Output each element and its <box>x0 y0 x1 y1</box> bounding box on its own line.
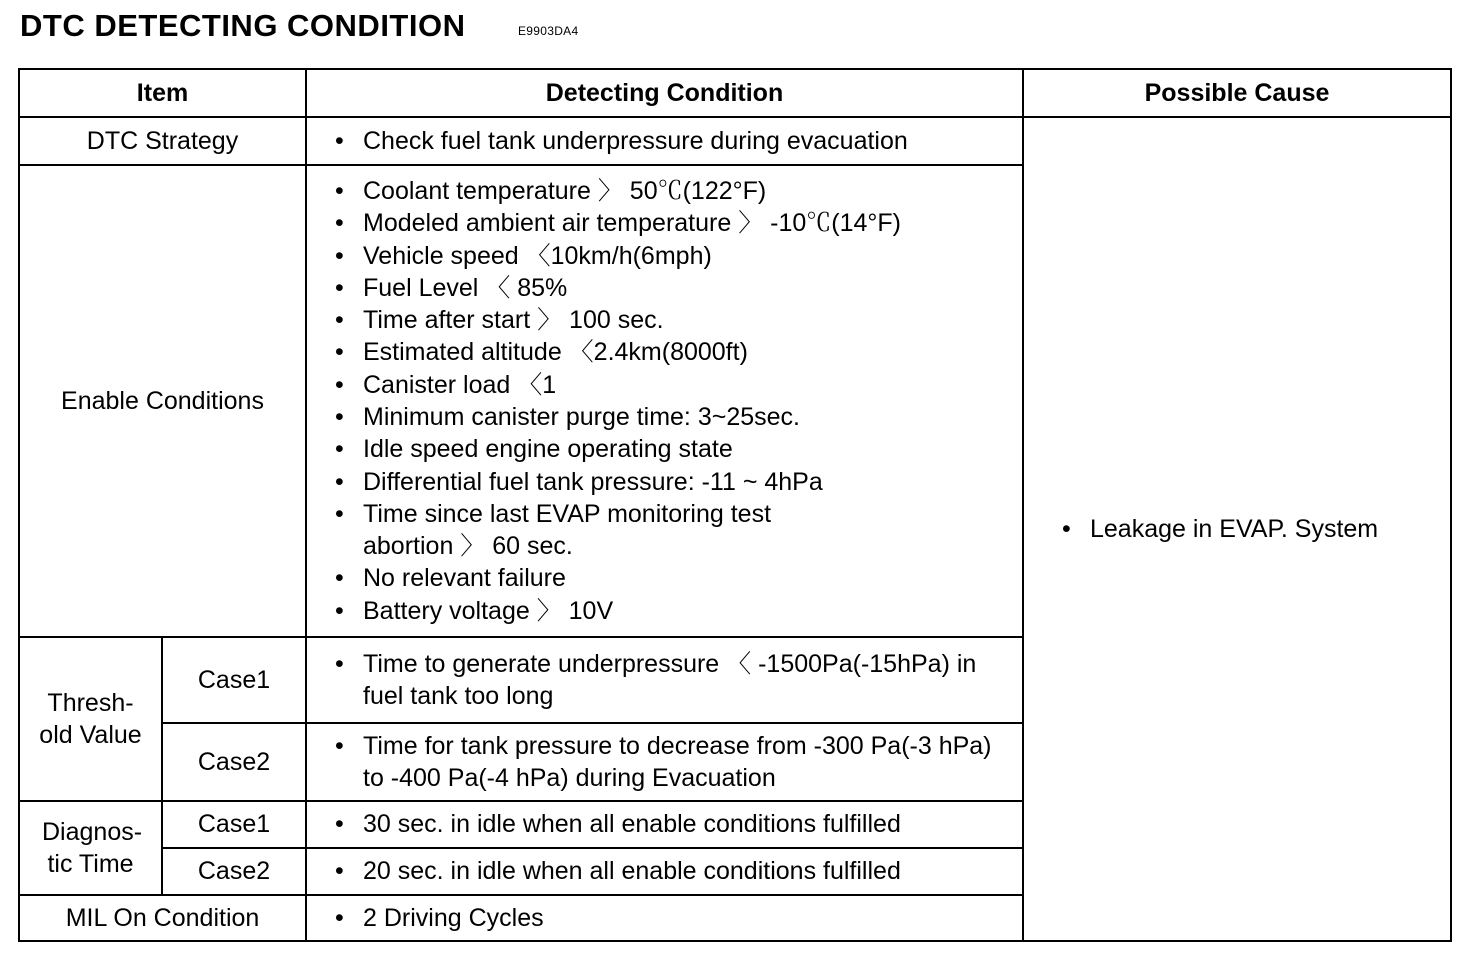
list-item: • Differential fuel tank pressure: -11 ~ 4hPa <box>335 466 1012 498</box>
diagnostic-case1-cell <box>306 801 1023 848</box>
threshold-case1-condition: • Time to generate underpressure 〈 -1500Pa(-15hPa) in fuel tank too long <box>335 648 1012 713</box>
list-item: • Canister load 〈1 <box>335 369 1012 401</box>
mil-label: MIL On Condition <box>19 895 306 941</box>
list-item: • Battery voltage 〉 10V <box>335 595 1012 627</box>
list-item: • Time after start 〉 100 sec. <box>335 304 1012 336</box>
list-item: • Minimum canister purge time: 3~25sec. <box>335 401 1012 433</box>
strategy-condition: • Check fuel tank underpressure during evacuation <box>335 125 1012 157</box>
list-item: • Estimated altitude 〈2.4km(8000ft) <box>335 336 1012 368</box>
enable-conditions-cell <box>306 165 1023 637</box>
threshold-case2-condition: • Time for tank pressure to decrease from -300 Pa(-3 hPa) to -400 Pa(-4 hPa) during Evacuation <box>335 730 1012 795</box>
enable-label: Enable Conditions <box>19 165 306 637</box>
strategy-label: DTC Strategy <box>19 117 306 165</box>
possible-cause: • Leakage in EVAP. System <box>1062 513 1450 545</box>
column-header-condition: Detecting Condition <box>306 69 1023 117</box>
list-item: • Idle speed engine operating state <box>335 433 1012 465</box>
list-item: • Coolant temperature 〉 50℃(122°F) <box>335 175 1012 207</box>
column-header-cause: Possible Cause <box>1023 69 1451 117</box>
document-code: E9903DA4 <box>518 24 579 38</box>
mil-condition: • 2 Driving Cycles <box>335 902 1012 934</box>
column-header-item: Item <box>19 69 306 117</box>
diagnostic-case1-condition: • 30 sec. in idle when all enable conditions fulfilled <box>335 808 1012 840</box>
threshold-case1-cell <box>306 637 1023 723</box>
list-item: • Fuel Level 〈 85% <box>335 272 1012 304</box>
threshold-case2-cell <box>306 723 1023 801</box>
diagnostic-case2-label: Case2 <box>162 848 306 895</box>
threshold-label: Thresh-old Value <box>19 637 162 801</box>
table-header-row <box>19 69 1451 117</box>
strategy-condition-cell <box>306 117 1023 165</box>
possible-cause-cell <box>1023 117 1451 941</box>
list-item: • Time since last EVAP monitoring test abortion 〉 60 sec. <box>335 498 833 563</box>
list-item: • Vehicle speed 〈10km/h(6mph) <box>335 240 1012 272</box>
list-item: • No relevant failure <box>335 562 1012 594</box>
diagnostic-case2-cell <box>306 848 1023 895</box>
diagnostic-label: Diagnos-tic Time <box>19 801 162 895</box>
enable-conditions-list <box>335 175 1012 627</box>
table-row-strategy <box>19 117 1451 165</box>
dtc-condition-table <box>18 68 1452 942</box>
mil-condition-cell <box>306 895 1023 941</box>
threshold-case1-label: Case1 <box>162 637 306 723</box>
diagnostic-case2-condition: • 20 sec. in idle when all enable conditions fulfilled <box>335 855 1012 887</box>
diagnostic-case1-label: Case1 <box>162 801 306 848</box>
page-title: DTC DETECTING CONDITION <box>20 8 466 43</box>
threshold-case2-label: Case2 <box>162 723 306 801</box>
list-item: • Modeled ambient air temperature 〉 -10℃(14°F) <box>335 207 1012 239</box>
